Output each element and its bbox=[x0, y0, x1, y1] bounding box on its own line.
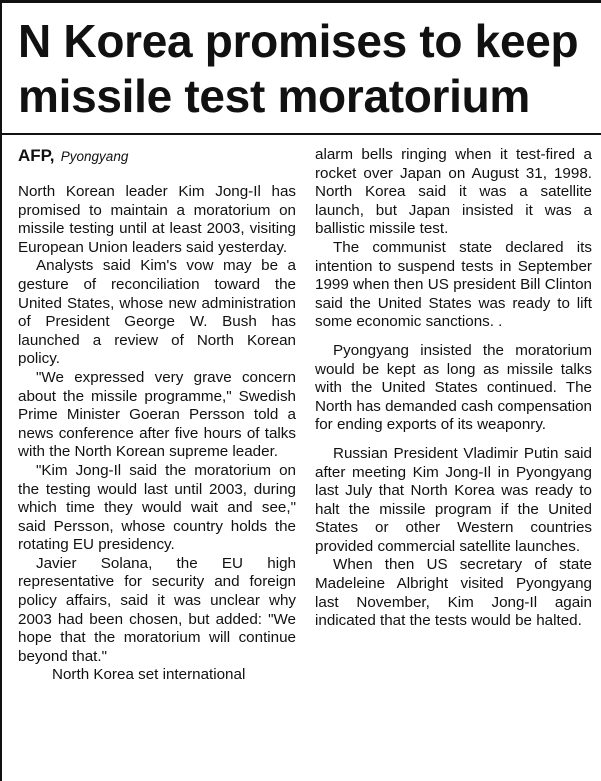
paragraph: "We expressed very grave concern about the missile programme," Swedish Prime Minister Goeran Persson told a news conference after five hours of talks with the North Korean supreme leader. bbox=[18, 368, 296, 461]
paragraph: Pyongyang insisted the moratorium would be kept as long as missile talks with the United States continued. The North has demanded cash compensation for ending exports of its weaponry. bbox=[315, 341, 592, 434]
paragraph: When then US secretary of state Madeleine Albright visited Pyongyang last November, Kim Jong-Il again indicated that the tests would be halted. bbox=[315, 556, 592, 630]
paragraph: North Korea set international bbox=[52, 666, 246, 684]
byline-place: Pyongyang bbox=[60, 149, 129, 164]
byline bbox=[18, 146, 296, 167]
article-column-left bbox=[18, 146, 296, 685]
paragraph: The communist state declared its intention to suspend tests in September 1999 when then US president Bill Clinton said the United States was ready to lift some economic sanctions. . bbox=[315, 238, 592, 331]
paragraph: Russian President Vladimir Putin said after meeting Kim Jong-Il in Pyongyang last July that North Korea was ready to halt the missile program if the United States or other Western countries provided commercial satellite launches. bbox=[315, 444, 592, 555]
paragraph: North Korean leader Kim Jong-Il has promised to maintain a moratorium on missile testing until at least 2003, visiting European Union leaders said yesterday. bbox=[18, 183, 296, 256]
paragraph: Analysts said Kim's vow may be a gesture of reconciliation toward the United States, whose new administration of President George W. Bush has launched a review of North Korean policy. bbox=[18, 257, 296, 368]
paragraph: Javier Solana, the EU high representative for security and foreign policy affairs, said it was unclear why 2003 had been chosen, but added: "We hope that the moratorium will continue beyond that." bbox=[18, 554, 296, 665]
paragraph: alarm bells ringing when it test-fired a rocket over Japan on August 31, 1998. North Korea said it was a satellite launch, but Japan insisted it was a ballistic missile test. bbox=[315, 146, 592, 238]
article-column-right bbox=[315, 146, 592, 631]
byline-agency: AFP, bbox=[18, 146, 55, 165]
headline-divider bbox=[0, 133, 601, 135]
paragraph: "Kim Jong-Il said the moratorium on the testing would last until 2003, during which time they would wait and see," said Persson, whose country holds the rotating EU presidency. bbox=[18, 461, 296, 554]
headline: N Korea promises to keep missile test moratorium bbox=[18, 15, 579, 122]
